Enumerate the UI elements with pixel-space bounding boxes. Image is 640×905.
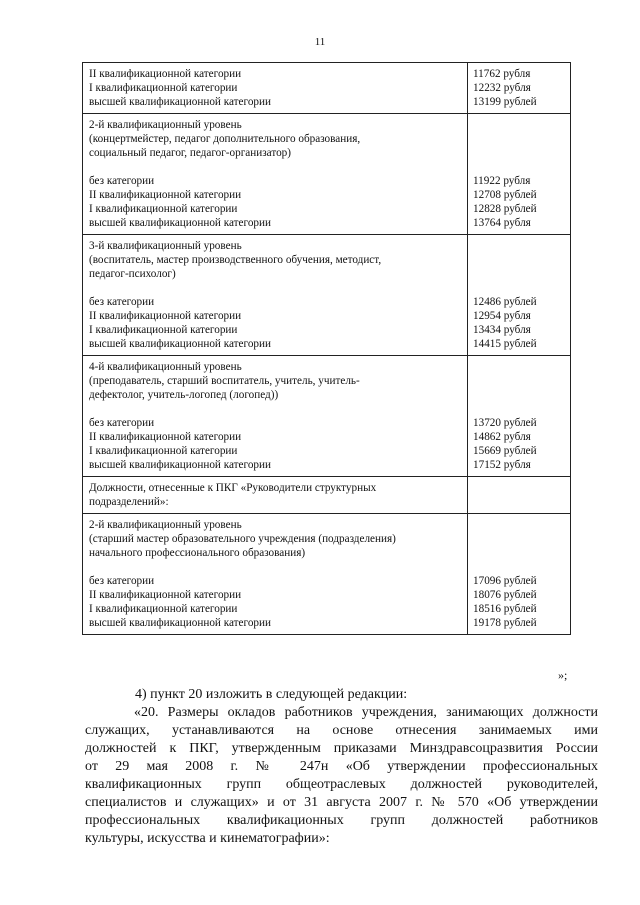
body-line: «20. Размеры окладов работников учреждения, занимающих должности	[134, 705, 598, 720]
salary-value: 12828 рублей	[473, 203, 537, 215]
salary-value: 12486 рублей	[473, 296, 537, 308]
table-row	[83, 63, 571, 114]
level-heading-line: (старший мастер образовательного учреждения (подразделения)	[89, 533, 396, 545]
table-row	[83, 235, 571, 356]
position-cell	[83, 477, 468, 514]
category-label: высшей квалификационной категории	[89, 338, 271, 350]
position-cell	[83, 63, 468, 114]
level-heading-line: начального профессионального образования)	[89, 547, 306, 559]
level-heading-line: 2-й квалификационный уровень	[89, 519, 242, 531]
salary-value: 15669 рублей	[473, 445, 537, 457]
salary-spacer	[473, 132, 565, 146]
salary-table-body	[83, 63, 571, 635]
category-label: без категории	[89, 575, 155, 587]
salary-spacer	[473, 388, 565, 402]
category-label: без категории	[89, 175, 155, 187]
category-label: II квалификационной категории	[89, 189, 242, 201]
body-line: должностей к ПКГ, утвержденным приказами Минздравсоцразвития России	[85, 741, 598, 756]
salary-spacer	[473, 253, 565, 267]
body-line: от 29 мая 2008 г. № 247н «Об утверждении профессиональных	[85, 759, 598, 774]
row-gap	[89, 281, 462, 295]
level-heading-line: 2-й квалификационный уровень	[89, 119, 242, 131]
salary-spacer	[473, 360, 565, 374]
salary-cell	[468, 356, 571, 477]
category-label: высшей квалификационной категории	[89, 459, 271, 471]
salary-spacer	[473, 518, 565, 532]
category-label: I квалификационной категории	[89, 82, 238, 94]
salary-spacer	[473, 532, 565, 546]
level-heading-line: дефектолог, учитель-логопед (логопед))	[89, 389, 279, 401]
salary-value: 19178 рублей	[473, 617, 537, 629]
row-gap	[473, 402, 565, 416]
position-cell	[83, 235, 468, 356]
salary-cell	[468, 514, 571, 635]
category-label: без категории	[89, 296, 155, 308]
category-label: II квалификационной категории	[89, 310, 242, 322]
position-cell	[83, 514, 468, 635]
salary-value: 14862 рубля	[473, 431, 531, 443]
table-row	[83, 114, 571, 235]
category-label: I квалификационной категории	[89, 603, 238, 615]
salary-spacer	[473, 118, 565, 132]
salary-value: 11762 рубля	[473, 68, 531, 80]
body-line: квалификационных групп общеотраслевых должностей руководителей,	[85, 777, 598, 792]
category-label: высшей квалификационной категории	[89, 217, 271, 229]
category-label: II квалификационной категории	[89, 589, 242, 601]
salary-spacer	[473, 146, 565, 160]
table-row	[83, 356, 571, 477]
level-heading-line: подразделений»:	[89, 496, 169, 508]
salary-spacer	[473, 481, 565, 495]
body-line: культуры, искусства и кинематографии»:	[85, 831, 330, 846]
row-gap	[89, 402, 462, 416]
row-gap	[473, 160, 565, 174]
row-gap	[473, 281, 565, 295]
body-line: специалистов и служащих» и от 31 августа 2007 г. № 570 «Об утверждении	[85, 795, 598, 810]
category-label: без категории	[89, 417, 155, 429]
level-heading-line: 3-й квалификационный уровень	[89, 240, 242, 252]
category-label: высшей квалификационной категории	[89, 96, 271, 108]
level-heading-line: (воспитатель, мастер производственного обучения, методист,	[89, 254, 382, 266]
item-heading: 4) пункт 20 изложить в следующей редакции:	[135, 687, 408, 702]
salary-cell	[468, 235, 571, 356]
salary-value: 17152 рубля	[473, 459, 531, 471]
salary-value: 13434 рубля	[473, 324, 531, 336]
quote-close-mark: »;	[558, 668, 568, 682]
level-heading-line: (преподаватель, старший воспитатель, учитель, учитель-	[89, 375, 360, 387]
salary-value: 13764 рубля	[473, 217, 531, 229]
salary-spacer	[473, 546, 565, 560]
level-heading-line: социальный педагог, педагог-организатор)	[89, 147, 292, 159]
salary-spacer	[473, 374, 565, 388]
salary-cell	[468, 63, 571, 114]
salary-value: 13199 рублей	[473, 96, 537, 108]
row-gap	[473, 560, 565, 574]
body-paragraph	[85, 704, 598, 848]
salary-value: 17096 рублей	[473, 575, 537, 587]
salary-cell	[468, 114, 571, 235]
row-gap	[89, 160, 462, 174]
category-label: II квалификационной категории	[89, 431, 242, 443]
salary-table	[82, 62, 571, 635]
salary-value: 11922 рубля	[473, 175, 531, 187]
body-line: профессиональных квалификационных групп должностей работников	[85, 813, 598, 828]
category-label: I квалификационной категории	[89, 324, 238, 336]
row-gap	[89, 560, 462, 574]
level-heading-line: 4-й квалификационный уровень	[89, 361, 242, 373]
category-label: I квалификационной категории	[89, 445, 238, 457]
category-label: высшей квалификационной категории	[89, 617, 271, 629]
position-cell	[83, 114, 468, 235]
salary-value: 12708 рублей	[473, 189, 537, 201]
level-heading-line: (концертмейстер, педагог дополнительного образования,	[89, 133, 361, 145]
category-label: II квалификационной категории	[89, 68, 242, 80]
salary-cell	[468, 477, 571, 514]
category-label: I квалификационной категории	[89, 203, 238, 215]
salary-value: 18516 рублей	[473, 603, 537, 615]
page-number: 11	[314, 36, 326, 48]
level-heading-line: педагог-психолог)	[89, 268, 176, 280]
salary-spacer	[473, 495, 565, 509]
salary-value: 12232 рубля	[473, 82, 531, 94]
salary-spacer	[473, 239, 565, 253]
level-heading-line: Должности, отнесенные к ПКГ «Руководители структурных	[89, 482, 377, 494]
table-row	[83, 514, 571, 635]
salary-value: 13720 рублей	[473, 417, 537, 429]
salary-value: 14415 рублей	[473, 338, 537, 350]
table-row	[83, 477, 571, 514]
salary-value: 18076 рублей	[473, 589, 537, 601]
salary-value: 12954 рубля	[473, 310, 531, 322]
salary-spacer	[473, 267, 565, 281]
body-line: служащих, устанавливаются на основе отнесения занимаемых ими	[85, 723, 598, 738]
position-cell	[83, 356, 468, 477]
